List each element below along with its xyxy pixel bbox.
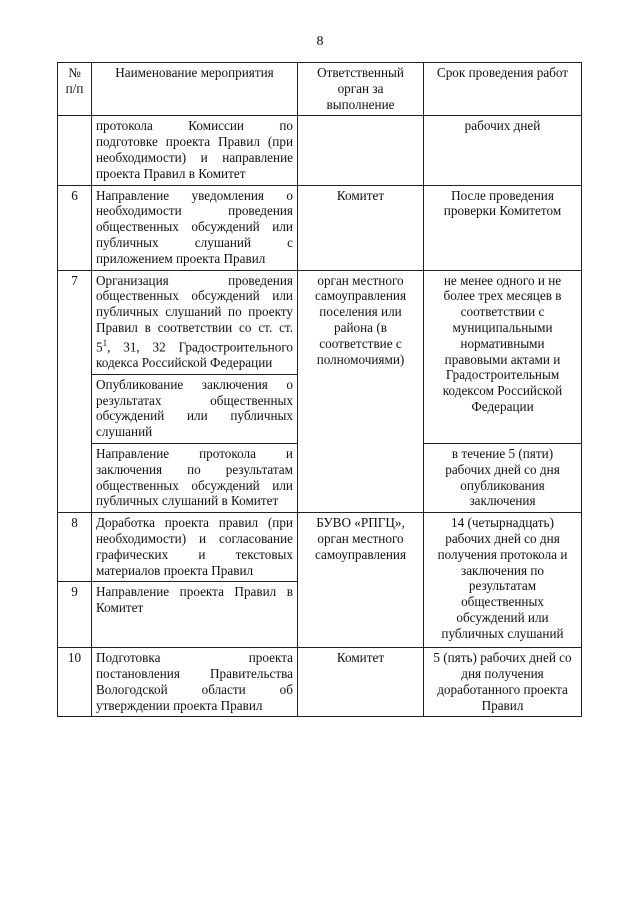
row-org: Комитет [298,185,424,270]
table-row [58,513,582,582]
row-name: протокола Комиссии по подготовке проекта Правил (при необходимости) и направление проекта Правил в Комитет [92,116,298,185]
row-name: Направление проекта Правил в Комитет [92,582,298,648]
header-term: Срок проведения работ [424,63,582,116]
row-org: БУВО «РПГЦ», орган местного самоуправления [298,513,424,648]
row-org [298,116,424,185]
row-name-superscript: 1 [102,337,108,348]
row-name: Опубликование заключения о результатах общественных обсуждений или публичных слушаний [92,374,298,443]
page-number: 8 [316,34,324,49]
row-term: 5 (пять) рабочих дней со дня получения доработанного проекта Правил [424,648,582,717]
row-name [92,270,298,374]
row-num [58,116,92,185]
row-name: Направление протокола и заключения по результатам общественных обсуждений или публичных слушаний в Комитет [92,443,298,512]
row-term: После проведения проверки Комитетом [424,185,582,270]
row-name: Доработка проекта правил (при необходимости) и согласование графических и текстовых материалов проекта Правил [92,513,298,582]
row-num: 8 [58,513,92,582]
table-row [58,185,582,270]
table-header-row [58,63,582,116]
row-num: 6 [58,185,92,270]
measures-table [57,62,582,717]
row-name: Подготовка проекта постановления Правительства Вологодской области об утверждении проекта Правил [92,648,298,717]
row-num: 10 [58,648,92,717]
row-name: Направление уведомления о необходимости проведения общественных обсуждений или публичных слушаний с приложением проекта Правил [92,185,298,270]
header-num: № п/п [58,63,92,116]
header-name: Наименование мероприятия [92,63,298,116]
table-row [58,270,582,374]
row-name-part: Организация проведения общественных обсуждений или публичных слушаний по проекту Правил в соответствии со ст. ст. 5 [96,272,293,355]
table-row [58,116,582,185]
row-org: Комитет [298,648,424,717]
row-num: 9 [58,582,92,648]
table-row [58,648,582,717]
row-name-part: , 31, 32 Градостроительного кодекса Российской Федерации [96,339,293,370]
row-term: не менее одного и не более трех месяцев в соответствии с муниципальными нормативными правовыми актами и Градостроительным кодексом Российской Федерации [424,270,582,443]
row-term: в течение 5 (пяти) рабочих дней со дня опубликования заключения [424,443,582,512]
row-num: 7 [58,270,92,513]
row-term: рабочих дней [424,116,582,185]
row-org: орган местного самоуправления поселения или района (в соответствие с полномочиями) [298,270,424,513]
row-term: 14 (четырнадцать) рабочих дней со дня получения протокола и заключения по результатам общественных обсуждений или публичных слушаний [424,513,582,648]
header-org: Ответственный орган за выполнение [298,63,424,116]
